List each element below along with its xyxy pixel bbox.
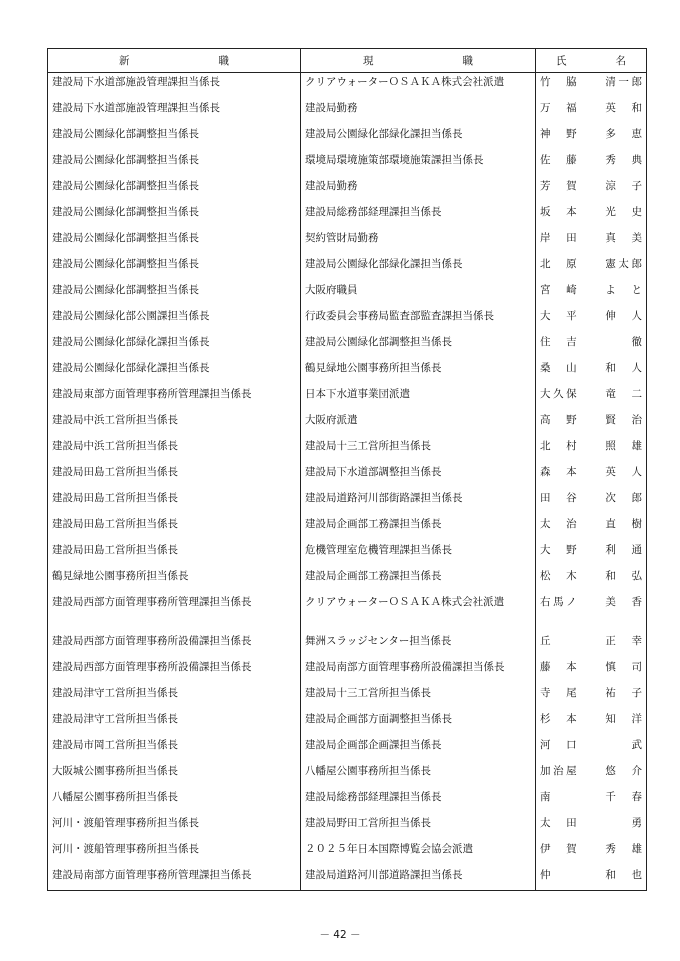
current-post-cell bbox=[301, 437, 536, 463]
new-post-cell-text: 建設局公園緑化部調整担当係長 bbox=[52, 257, 199, 270]
new-post-cell bbox=[48, 788, 301, 814]
new-post-cell-text: 建設局西部方面管理事務所設備課担当係長 bbox=[52, 634, 252, 647]
table-row bbox=[48, 684, 647, 710]
current-post-cell-text: 建設局公園緑化部緑化課担当係長 bbox=[305, 127, 463, 140]
current-post-cell bbox=[301, 710, 536, 736]
new-post-cell bbox=[48, 840, 301, 866]
name-cell bbox=[536, 463, 647, 489]
current-post-cell-text: 鶴見緑地公園事務所担当係長 bbox=[305, 361, 442, 374]
table-row bbox=[48, 658, 647, 684]
name-cell bbox=[536, 840, 647, 866]
table-row bbox=[48, 814, 647, 840]
current-post-cell-text: 建設局十三工営所担当係長 bbox=[305, 686, 431, 699]
new-post-cell-text: 建設局中浜工営所担当係長 bbox=[52, 413, 178, 426]
table-row bbox=[48, 567, 647, 593]
new-post-cell-text: 建設局公園緑化部調整担当係長 bbox=[52, 231, 199, 244]
current-post-cell-text: 大阪府派遣 bbox=[305, 413, 358, 426]
name-cell-text: 加治屋 悠 介 bbox=[540, 764, 642, 777]
table-row bbox=[48, 73, 647, 99]
new-post-cell-text: 建設局公園緑化部調整担当係長 bbox=[52, 179, 199, 192]
current-post-cell bbox=[301, 658, 536, 684]
name-cell-text: 寺 尾 祐 子 bbox=[540, 686, 642, 699]
current-post-cell-text: 建設局勤務 bbox=[305, 179, 358, 192]
current-post-cell-text: クリアウォーターＯＳＡＫＡ株式会社派遣 bbox=[305, 76, 505, 88]
name-cell bbox=[536, 307, 647, 333]
new-post-cell bbox=[48, 684, 301, 710]
new-post-cell-text: 建設局田島工営所担当係長 bbox=[52, 517, 178, 530]
current-post-cell-text: 建設局公園緑化部調整担当係長 bbox=[305, 335, 452, 348]
new-post-cell bbox=[48, 281, 301, 307]
name-cell-text: 住 吉 徹 bbox=[540, 335, 642, 348]
current-post-cell bbox=[301, 411, 536, 437]
current-post-cell-text: 建設局公園緑化部緑化課担当係長 bbox=[305, 257, 463, 270]
current-post-cell bbox=[301, 632, 536, 658]
new-post-cell bbox=[48, 229, 301, 255]
table-row bbox=[48, 411, 647, 437]
new-post-cell-text: 鶴見緑地公園事務所担当係長 bbox=[52, 569, 189, 582]
new-post-cell bbox=[48, 762, 301, 788]
name-cell bbox=[536, 593, 647, 632]
name-cell-text: 竹 脇 清一郎 bbox=[540, 76, 642, 88]
current-post-cell bbox=[301, 125, 536, 151]
current-post-cell bbox=[301, 151, 536, 177]
name-cell bbox=[536, 632, 647, 658]
table-row bbox=[48, 463, 647, 489]
name-cell-text: 万 福 英 和 bbox=[540, 101, 642, 114]
name-cell-text: 坂 本 光 史 bbox=[540, 205, 642, 218]
name-cell bbox=[536, 489, 647, 515]
new-post-cell-text: 建設局津守工営所担当係長 bbox=[52, 686, 178, 699]
current-post-cell bbox=[301, 333, 536, 359]
current-post-cell bbox=[301, 736, 536, 762]
current-post-cell-text: 舞洲スラッジセンター担当係長 bbox=[305, 634, 452, 647]
new-post-cell-text: 建設局公園緑化部公園課担当係長 bbox=[52, 309, 210, 322]
table-row bbox=[48, 229, 647, 255]
name-cell bbox=[536, 203, 647, 229]
current-post-cell-text: 建設局企画部方面調整担当係長 bbox=[305, 712, 452, 725]
name-cell-text: 右馬ノ 美 香 bbox=[540, 595, 642, 608]
header-new-post: 新 職 bbox=[48, 49, 301, 73]
current-post-cell-text: 建設局十三工営所担当係長 bbox=[305, 439, 431, 452]
table-row bbox=[48, 307, 647, 333]
current-post-cell-text: 建設局総務部経理課担当係長 bbox=[305, 205, 442, 218]
new-post-cell-text: 建設局田島工営所担当係長 bbox=[52, 543, 178, 556]
new-post-cell bbox=[48, 515, 301, 541]
new-post-cell bbox=[48, 359, 301, 385]
new-post-cell bbox=[48, 593, 301, 632]
new-post-cell-text: 河川・渡船管理事務所担当係長 bbox=[52, 842, 199, 855]
new-post-cell-text: 建設局公園緑化部調整担当係長 bbox=[52, 153, 199, 166]
current-post-cell bbox=[301, 307, 536, 333]
current-post-cell-text: 契約管財局勤務 bbox=[305, 231, 379, 244]
current-post-cell bbox=[301, 866, 536, 891]
new-post-cell bbox=[48, 866, 301, 891]
new-post-cell bbox=[48, 385, 301, 411]
table-row bbox=[48, 281, 647, 307]
new-post-cell bbox=[48, 489, 301, 515]
table-row bbox=[48, 333, 647, 359]
name-cell bbox=[536, 736, 647, 762]
name-cell-text: 岸 田 真 美 bbox=[540, 231, 642, 244]
new-post-cell-text: 建設局津守工営所担当係長 bbox=[52, 712, 178, 725]
current-post-cell-text: 建設局野田工営所担当係長 bbox=[305, 816, 431, 829]
table-row bbox=[48, 385, 647, 411]
new-post-cell-text: 建設局東部方面管理事務所管理課担当係長 bbox=[52, 387, 252, 400]
name-cell bbox=[536, 684, 647, 710]
name-cell-text: 北 原 憲太郎 bbox=[540, 257, 642, 270]
new-post-cell-text: 建設局南部方面管理事務所管理課担当係長 bbox=[52, 868, 252, 881]
table-row bbox=[48, 437, 647, 463]
new-post-cell bbox=[48, 125, 301, 151]
current-post-cell-text: 建設局下水道部調整担当係長 bbox=[305, 465, 442, 478]
current-post-cell bbox=[301, 541, 536, 567]
name-cell bbox=[536, 333, 647, 359]
current-post-cell bbox=[301, 567, 536, 593]
new-post-cell-text: 八幡屋公園事務所担当係長 bbox=[52, 790, 178, 803]
current-post-cell bbox=[301, 840, 536, 866]
name-cell-text: 杉 本 知 洋 bbox=[540, 712, 642, 725]
new-post-cell-text: 建設局田島工営所担当係長 bbox=[52, 491, 178, 504]
current-post-cell bbox=[301, 255, 536, 281]
new-post-cell bbox=[48, 632, 301, 658]
table-row bbox=[48, 359, 647, 385]
name-cell-text: 松 木 和 弘 bbox=[540, 569, 642, 582]
new-post-cell-text: 建設局公園緑化部調整担当係長 bbox=[52, 283, 199, 296]
new-post-cell-text: 建設局公園緑化部緑化課担当係長 bbox=[52, 335, 210, 348]
name-cell bbox=[536, 541, 647, 567]
new-post-cell-text: 建設局田島工営所担当係長 bbox=[52, 465, 178, 478]
name-cell-text: 河 口 武 bbox=[540, 738, 642, 751]
new-post-cell-text: 建設局公園緑化部調整担当係長 bbox=[52, 127, 199, 140]
name-cell bbox=[536, 385, 647, 411]
name-cell-text: 丘 正 幸 bbox=[540, 634, 642, 647]
new-post-cell-text: 建設局西部方面管理事務所管理課担当係長 bbox=[52, 595, 252, 608]
current-post-cell bbox=[301, 593, 536, 632]
name-cell-text: 太 田 勇 bbox=[540, 816, 642, 829]
name-cell-text: 太 治 直 樹 bbox=[540, 517, 642, 530]
current-post-cell-text: 建設局道路河川部道路課担当係長 bbox=[305, 868, 463, 881]
current-post-cell-text: 建設局企画部工務課担当係長 bbox=[305, 569, 442, 582]
current-post-cell-text: 行政委員会事務局監査部監査課担当係長 bbox=[305, 309, 494, 322]
new-post-cell-text: 建設局公園緑化部調整担当係長 bbox=[52, 205, 199, 218]
current-post-cell bbox=[301, 281, 536, 307]
name-cell bbox=[536, 515, 647, 541]
current-post-cell bbox=[301, 463, 536, 489]
name-cell bbox=[536, 229, 647, 255]
current-post-cell bbox=[301, 177, 536, 203]
new-post-cell bbox=[48, 255, 301, 281]
personnel-table bbox=[47, 48, 647, 891]
table-row bbox=[48, 177, 647, 203]
page-number: － 42 － bbox=[319, 929, 361, 941]
current-post-cell-text: 建設局南部方面管理事務所設備課担当係長 bbox=[305, 660, 505, 673]
current-post-cell bbox=[301, 385, 536, 411]
table-row bbox=[48, 762, 647, 788]
table-row bbox=[48, 788, 647, 814]
current-post-cell bbox=[301, 684, 536, 710]
new-post-cell bbox=[48, 736, 301, 762]
current-post-cell-text: 建設局企画部企画課担当係長 bbox=[305, 738, 442, 751]
new-post-cell-text: 建設局市岡工営所担当係長 bbox=[52, 738, 178, 751]
current-post-cell bbox=[301, 359, 536, 385]
current-post-cell-text: 建設局総務部経理課担当係長 bbox=[305, 790, 442, 803]
header-current-post: 現 職 bbox=[301, 49, 536, 73]
new-post-cell bbox=[48, 177, 301, 203]
current-post-cell-text: ２０２５年日本国際博覧会協会派遣 bbox=[305, 842, 473, 855]
name-cell bbox=[536, 125, 647, 151]
table-row bbox=[48, 203, 647, 229]
current-post-cell bbox=[301, 73, 536, 99]
name-cell bbox=[536, 99, 647, 125]
new-post-cell bbox=[48, 99, 301, 125]
name-cell bbox=[536, 866, 647, 891]
new-post-cell bbox=[48, 658, 301, 684]
table-row bbox=[48, 125, 647, 151]
name-cell-text: 佐 藤 秀 典 bbox=[540, 153, 642, 166]
new-post-cell bbox=[48, 73, 301, 99]
name-cell bbox=[536, 73, 647, 99]
new-post-cell bbox=[48, 411, 301, 437]
name-cell-text: 大 平 伸 人 bbox=[540, 309, 642, 322]
new-post-cell bbox=[48, 567, 301, 593]
new-post-cell bbox=[48, 203, 301, 229]
table-row bbox=[48, 736, 647, 762]
name-cell bbox=[536, 281, 647, 307]
table-row bbox=[48, 99, 647, 125]
current-post-cell-text: 建設局道路河川部街路課担当係長 bbox=[305, 491, 463, 504]
name-cell bbox=[536, 359, 647, 385]
name-cell bbox=[536, 177, 647, 203]
name-cell-text: 高 野 賢 治 bbox=[540, 413, 642, 426]
current-post-cell bbox=[301, 762, 536, 788]
name-cell-text: 芳 賀 涼 子 bbox=[540, 179, 642, 192]
new-post-cell-text: 河川・渡船管理事務所担当係長 bbox=[52, 816, 199, 829]
new-post-cell-text: 建設局下水道部施設管理課担当係長 bbox=[52, 76, 220, 88]
current-post-cell bbox=[301, 99, 536, 125]
table-body bbox=[48, 73, 647, 891]
current-post-cell bbox=[301, 203, 536, 229]
current-post-cell-text: 八幡屋公園事務所担当係長 bbox=[305, 764, 431, 777]
name-cell-text: 桑 山 和 人 bbox=[540, 361, 642, 374]
current-post-cell-text: 建設局勤務 bbox=[305, 101, 358, 114]
name-cell bbox=[536, 411, 647, 437]
table-row bbox=[48, 489, 647, 515]
name-cell-text: 田 谷 次 郎 bbox=[540, 491, 642, 504]
name-cell bbox=[536, 151, 647, 177]
new-post-cell bbox=[48, 333, 301, 359]
new-post-cell bbox=[48, 437, 301, 463]
current-post-cell bbox=[301, 814, 536, 840]
table-row bbox=[48, 866, 647, 891]
current-post-cell-text: クリアウォーターＯＳＡＫＡ株式会社派遣 bbox=[305, 595, 505, 608]
name-cell-text: 伊 賀 秀 雄 bbox=[540, 842, 642, 855]
name-cell-text: 大 野 利 通 bbox=[540, 543, 642, 556]
table-row bbox=[48, 632, 647, 658]
table-row bbox=[48, 541, 647, 567]
name-cell-text: 大久保 竜 二 bbox=[540, 387, 642, 400]
name-cell bbox=[536, 658, 647, 684]
name-cell-text: 宮 崎 よ と bbox=[540, 283, 642, 296]
name-cell bbox=[536, 437, 647, 463]
new-post-cell-text: 建設局下水道部施設管理課担当係長 bbox=[52, 101, 220, 114]
new-post-cell-text: 建設局中浜工営所担当係長 bbox=[52, 439, 178, 452]
new-post-cell-text: 大阪城公園事務所担当係長 bbox=[52, 764, 178, 777]
name-cell bbox=[536, 788, 647, 814]
table-row bbox=[48, 840, 647, 866]
table-row bbox=[48, 710, 647, 736]
table-row bbox=[48, 255, 647, 281]
new-post-cell bbox=[48, 151, 301, 177]
new-post-cell bbox=[48, 541, 301, 567]
name-cell bbox=[536, 255, 647, 281]
current-post-cell-text: 環境局環境施策部環境施策課担当係長 bbox=[305, 153, 484, 166]
current-post-cell-text: 大阪府職員 bbox=[305, 283, 358, 296]
name-cell bbox=[536, 567, 647, 593]
header-name: 氏 名 bbox=[536, 49, 647, 73]
name-cell bbox=[536, 762, 647, 788]
new-post-cell bbox=[48, 710, 301, 736]
table-row bbox=[48, 515, 647, 541]
name-cell-text: 神 野 多 恵 bbox=[540, 127, 642, 140]
new-post-cell bbox=[48, 307, 301, 333]
current-post-cell-text: 日本下水道事業団派遣 bbox=[305, 387, 410, 400]
new-post-cell bbox=[48, 463, 301, 489]
new-post-cell bbox=[48, 814, 301, 840]
table-row bbox=[48, 151, 647, 177]
new-post-cell-text: 建設局公園緑化部緑化課担当係長 bbox=[52, 361, 210, 374]
name-cell-text: 森 本 英 人 bbox=[540, 465, 642, 478]
table-row bbox=[48, 593, 647, 632]
name-cell-text: 仲 和 也 bbox=[540, 868, 642, 881]
name-cell-text: 南 千 春 bbox=[540, 790, 642, 803]
new-post-cell-text: 建設局西部方面管理事務所設備課担当係長 bbox=[52, 660, 252, 673]
name-cell bbox=[536, 814, 647, 840]
name-cell-text: 北 村 照 雄 bbox=[540, 439, 642, 452]
current-post-cell-text: 危機管理室危機管理課担当係長 bbox=[305, 543, 452, 556]
header-row bbox=[48, 49, 647, 73]
current-post-cell bbox=[301, 489, 536, 515]
name-cell bbox=[536, 710, 647, 736]
name-cell-text: 藤 本 慎 司 bbox=[540, 660, 642, 673]
current-post-cell bbox=[301, 515, 536, 541]
current-post-cell bbox=[301, 229, 536, 255]
current-post-cell bbox=[301, 788, 536, 814]
current-post-cell-text: 建設局企画部工務課担当係長 bbox=[305, 517, 442, 530]
